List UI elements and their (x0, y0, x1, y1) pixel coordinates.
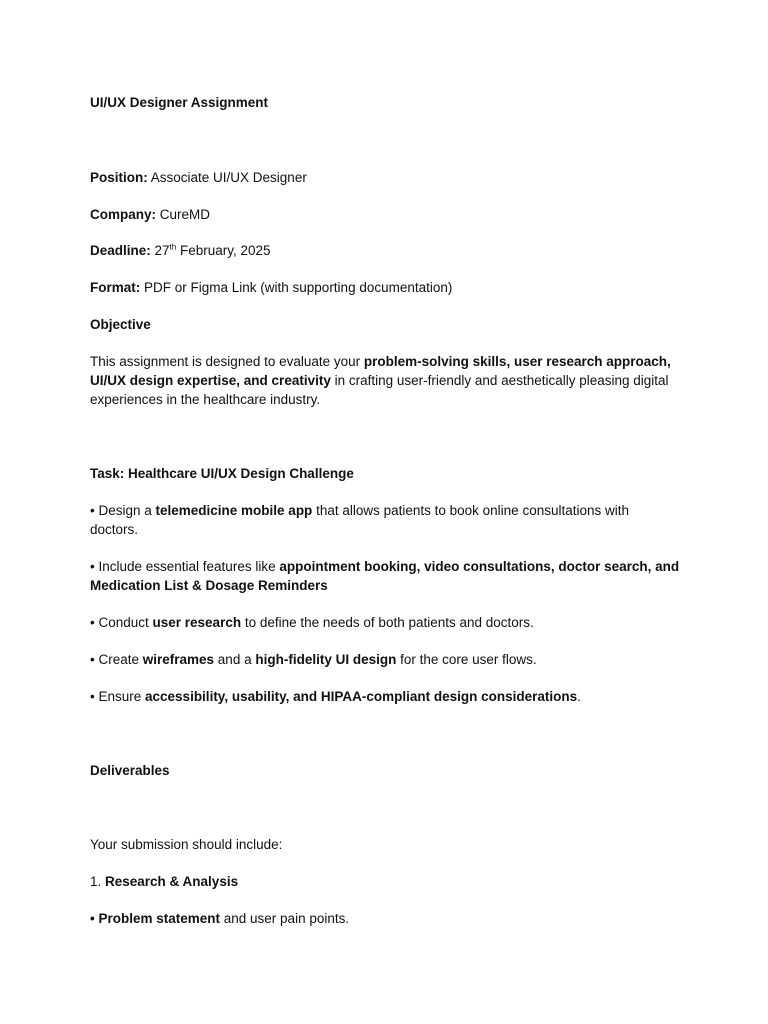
problem-statement-bold: • Problem statement (90, 911, 221, 926)
deadline-ordinal: th (169, 242, 177, 252)
deadline-month-year: February, 2025 (176, 243, 271, 258)
bullet-4-mid: and a (214, 652, 256, 667)
bullet-1-bold: telemedicine mobile app (155, 503, 313, 518)
item-1-number: 1. (90, 874, 106, 889)
company-value: CureMD (156, 207, 211, 222)
title-text: UI/UX Designer Assignment (90, 95, 269, 110)
submission-intro (90, 835, 680, 854)
deadline-line (90, 241, 680, 260)
item-1-title: Research & Analysis (105, 874, 239, 889)
document-title (90, 93, 680, 112)
bullet-1-pre: • Design a (90, 503, 156, 518)
bullet-5-pre: • Ensure (90, 689, 146, 704)
bullet-5-post: . (577, 689, 581, 704)
position-value: Associate UI/UX Designer (147, 170, 307, 185)
bullet-5-bold: accessibility, usability, and HIPAA-compliant design considerations (145, 689, 578, 704)
bullet-2-pre: • Include essential features like (90, 559, 280, 574)
bullet-wireframes (90, 650, 680, 669)
deliverable-item-1 (90, 872, 680, 891)
position-line (90, 168, 680, 187)
task-heading (90, 464, 680, 483)
objective-paragraph (90, 352, 680, 409)
bullet-1-post: that allows patients to book online consultations with doctors. (90, 503, 630, 537)
deadline-label: Deadline: (90, 243, 151, 258)
bullet-4-bold-2: high-fidelity UI design (255, 652, 397, 667)
bullet-4-post: for the core user flows. (396, 652, 537, 667)
format-line (90, 278, 680, 297)
objective-heading (90, 315, 680, 334)
format-label: Format: (90, 280, 141, 295)
objective-emphasis: problem-solving skills, user research approach, UI/UX design expertise, and creativity (90, 354, 671, 388)
bullet-design-app (90, 501, 680, 539)
bullet-4-pre: • Create (90, 652, 143, 667)
bullet-3-bold: user research (152, 615, 242, 630)
objective-text-2: in crafting user-friendly and aesthetically pleasing digital experiences in the healthcare industry. (90, 373, 669, 407)
bullet-2-bold: appointment booking, video consultations, doctor search, and Medication List & Dosage Reminders (90, 559, 680, 593)
company-label: Company: (90, 207, 157, 222)
bullet-3-post: to define the needs of both patients and doctors. (241, 615, 534, 630)
deadline-day: 27 (150, 243, 170, 258)
deliverables-heading-text: Deliverables (90, 763, 170, 778)
deliverables-heading (90, 761, 680, 780)
bullet-user-research (90, 613, 680, 632)
task-heading-text: Task: Healthcare UI/UX Design Challenge (90, 466, 354, 481)
bullet-3-pre: • Conduct (90, 615, 153, 630)
format-value: PDF or Figma Link (with supporting documentation) (140, 280, 453, 295)
objective-text-1: This assignment is designed to evaluate your (90, 354, 364, 369)
position-label: Position: (90, 170, 148, 185)
objective-heading-text: Objective (90, 317, 151, 332)
problem-statement-rest: and user pain points. (220, 911, 350, 926)
deliverable-problem-statement (90, 909, 680, 928)
company-line (90, 205, 680, 224)
bullet-4-bold-1: wireframes (142, 652, 215, 667)
bullet-accessibility (90, 687, 680, 706)
bullet-features (90, 557, 680, 595)
submission-intro-text: Your submission should include: (90, 837, 283, 852)
